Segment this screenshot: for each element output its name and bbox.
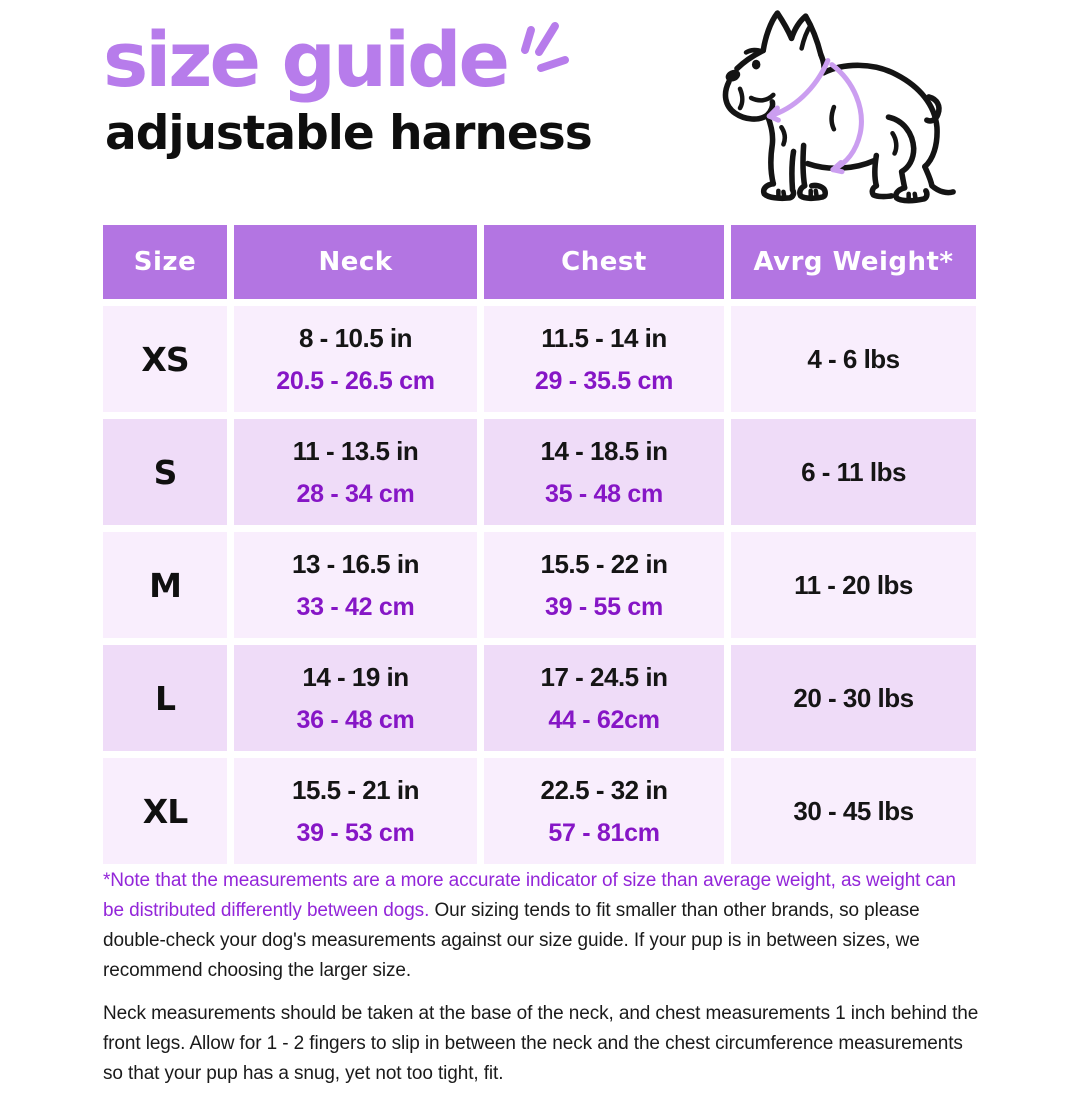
weight-value: 11 - 20 lbs	[794, 569, 913, 600]
neck-inches: 15.5 - 21 in	[292, 774, 419, 805]
dog-line-art	[712, 4, 970, 206]
table-row	[103, 532, 976, 638]
neck-cm: 28 - 34 cm	[296, 479, 415, 508]
page-subtitle: adjustable harness	[105, 105, 592, 161]
size-value: XS	[141, 339, 189, 379]
neck-inches: 11 - 13.5 in	[292, 435, 419, 466]
table-header-row	[103, 225, 976, 299]
weight-value: 20 - 30 lbs	[793, 682, 914, 713]
col-header-weight: Avrg Weight*	[731, 225, 976, 299]
neck-inches: 13 - 16.5 in	[292, 548, 419, 579]
chest-cm: 29 - 35.5 cm	[534, 366, 674, 395]
chest-measure-strap	[832, 65, 861, 170]
col-header-chest: Chest	[484, 225, 724, 299]
chest-inches: 17 - 24.5 in	[540, 661, 668, 692]
note-measuring-instructions: Neck measurements should be taken at the base of the neck, and chest measurements 1 inch behind the front legs. Allow for 1 - 2 fingers to slip in between the neck and the chest circumference measurements so that your pup has a snug, yet not too tight, fit.	[103, 1003, 979, 1084]
note-purple-text: *Note that the measurements are a more accurate indicator of size than average weight, as weight can be distributed differently between dogs.	[103, 870, 956, 921]
header	[103, 15, 592, 161]
chest-cm: 39 - 55 cm	[545, 592, 663, 621]
neck-cm: 39 - 53 cm	[296, 818, 415, 847]
footnotes	[103, 866, 981, 1102]
note-black-text: Our sizing tends to fit smaller than other brands, so please double-check your dog's measurements against our size guide. If your pup is in between sizes, we recommend choosing the larger size.	[103, 900, 920, 981]
size-table	[103, 225, 976, 871]
chest-cm: 35 - 48 cm	[545, 479, 663, 508]
table-row	[103, 758, 976, 864]
size-value: XL	[142, 791, 188, 831]
table-row	[103, 419, 976, 525]
chest-inches: 15.5 - 22 in	[540, 548, 668, 579]
weight-value: 6 - 11 lbs	[801, 456, 906, 487]
table-row	[103, 645, 976, 751]
neck-inches: 14 - 19 in	[302, 661, 409, 692]
chest-cm: 57 - 81cm	[548, 818, 660, 847]
chest-inches: 11.5 - 14 in	[541, 322, 667, 353]
neck-cm: 20.5 - 26.5 cm	[276, 366, 435, 395]
weight-value: 4 - 6 lbs	[807, 343, 900, 374]
page-title: size guide	[103, 15, 508, 104]
neck-cm: 36 - 48 cm	[296, 705, 415, 734]
size-value: S	[153, 452, 177, 492]
col-header-size: Size	[103, 225, 227, 299]
size-value: M	[149, 565, 181, 605]
note-weight-disclaimer	[103, 866, 981, 986]
col-header-neck: Neck	[234, 225, 477, 299]
chest-cm: 44 - 62cm	[548, 705, 660, 734]
neck-inches: 8 - 10.5 in	[299, 322, 412, 353]
french-bulldog-illustration	[712, 4, 970, 206]
neck-cm: 33 - 42 cm	[296, 592, 415, 621]
size-value: L	[154, 678, 176, 718]
chest-inches: 14 - 18.5 in	[540, 435, 668, 466]
sparkle-icon	[513, 20, 577, 84]
weight-value: 30 - 45 lbs	[793, 795, 914, 826]
table-row	[103, 306, 976, 412]
chest-inches: 22.5 - 32 in	[540, 774, 668, 805]
